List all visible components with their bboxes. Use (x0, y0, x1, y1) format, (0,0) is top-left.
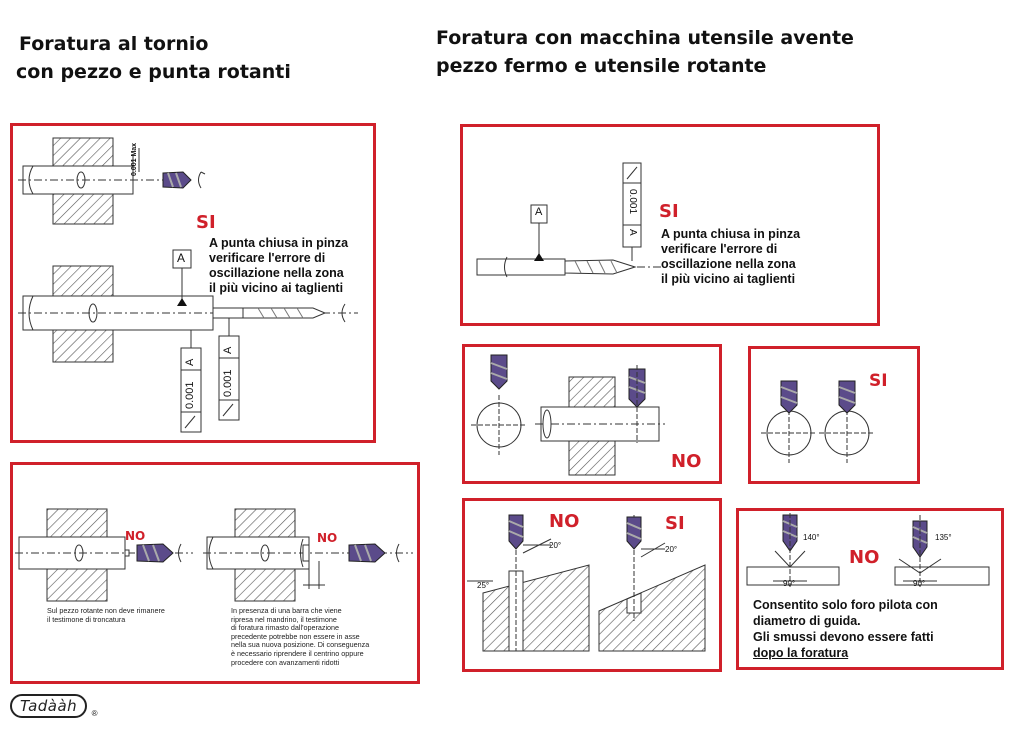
right-heading-line1: Foratura con macchina utensile avente (436, 27, 854, 49)
right-heading (436, 24, 996, 80)
tolerance-label-2: 0.001 (222, 369, 234, 397)
si-label-machine: SI (659, 201, 679, 222)
no-label-cylinder: NO (671, 451, 702, 472)
tolerance-label-1: 0.001 (184, 381, 196, 409)
note-line-underlined: dopo la foratura (753, 646, 849, 660)
note-line: il testimone di troncatura (47, 614, 126, 624)
no-label-parting-1: NO (125, 529, 146, 543)
angle-135-label: 135° (935, 533, 952, 542)
si-label-inclined: SI (665, 513, 685, 534)
si-label-flat: SI (869, 371, 888, 391)
no-label-inclined: NO (549, 511, 580, 532)
note-line: il più vicino ai taglienti (209, 281, 344, 295)
left-heading-line2: con pezzo e punta rotanti (16, 61, 291, 83)
no-label-chamfer: NO (849, 547, 880, 568)
angle-90-label-2: 90° (913, 579, 926, 588)
machine-runout-panel (460, 124, 880, 326)
si-label-lathe: SI (196, 212, 216, 233)
machine-runout-diagram (463, 127, 877, 323)
inclined-panel (462, 498, 722, 672)
note-line: verificare l'errore di (209, 251, 326, 265)
note-line: di foratura rimasto dall'operazione (231, 623, 340, 633)
no-label-parting-2: NO (317, 531, 338, 545)
datum-a-label: A (177, 251, 186, 265)
logo-text: Tadààh (10, 694, 87, 718)
note-line: oscillazione nella zona (661, 257, 796, 271)
note-line: il più vicino ai taglienti (661, 272, 796, 286)
note-line: A punta chiusa in pinza (661, 227, 801, 241)
note-line: Sul pezzo rotante non deve rimanere (47, 606, 165, 615)
note-line: ripresa nel mandrino, il testimone (231, 614, 337, 624)
datum-a-label-3: A (222, 346, 234, 354)
bar-note (231, 607, 411, 667)
note-line: è necessario riprendere il centrino oppure (231, 648, 364, 658)
angle-20-label-1: 20° (549, 541, 562, 550)
datum-a-label-2: A (184, 358, 196, 366)
machine-runout-note (661, 227, 861, 287)
logo-mark: ® (91, 709, 98, 718)
parting-panel (10, 462, 420, 684)
note-line: precedente potrebbe non essere in asse (231, 631, 360, 641)
tolerance-label-machine: 0.001 (627, 189, 638, 215)
datum-a-label-machine: A (535, 206, 543, 218)
note-line: verificare l'errore di (661, 242, 778, 256)
note-line: Gli smussi devono essere fatti (753, 630, 934, 644)
cylinder-no-panel (462, 344, 722, 484)
chamfer-panel (736, 508, 1004, 670)
angle-20-label-2: 20° (665, 545, 678, 554)
note-line: diametro di guida. (753, 614, 861, 628)
right-heading-line2: pezzo fermo e utensile rotante (436, 55, 767, 77)
note-line: Consentito solo foro pilota con (753, 598, 938, 612)
parting-note (47, 607, 197, 624)
note-line: A punta chiusa in pinza (209, 236, 349, 250)
angle-25-label: 25° (477, 581, 490, 590)
lathe-runout-panel (10, 123, 376, 443)
angle-140-label: 140° (803, 533, 820, 542)
flat-si-diagram (751, 349, 917, 481)
chamfer-note (753, 597, 999, 661)
note-line: oscillazione nella zona (209, 266, 344, 280)
left-heading (16, 30, 396, 86)
lathe-runout-note (209, 236, 374, 296)
datum-a-label-machine-2: A (627, 229, 638, 236)
note-line: procedere con avanzamenti ridotti (231, 657, 340, 667)
angle-90-label-1: 90° (783, 579, 796, 588)
logo (10, 694, 98, 720)
note-line: In presenza di una barra che viene (231, 606, 342, 615)
left-heading-line1: Foratura al tornio (19, 33, 209, 55)
flat-si-panel (748, 346, 920, 484)
note-line: nella sua nuova posizione. Di conseguenza (231, 640, 370, 650)
tolerance-max-label: 0.001 Max (131, 142, 138, 176)
